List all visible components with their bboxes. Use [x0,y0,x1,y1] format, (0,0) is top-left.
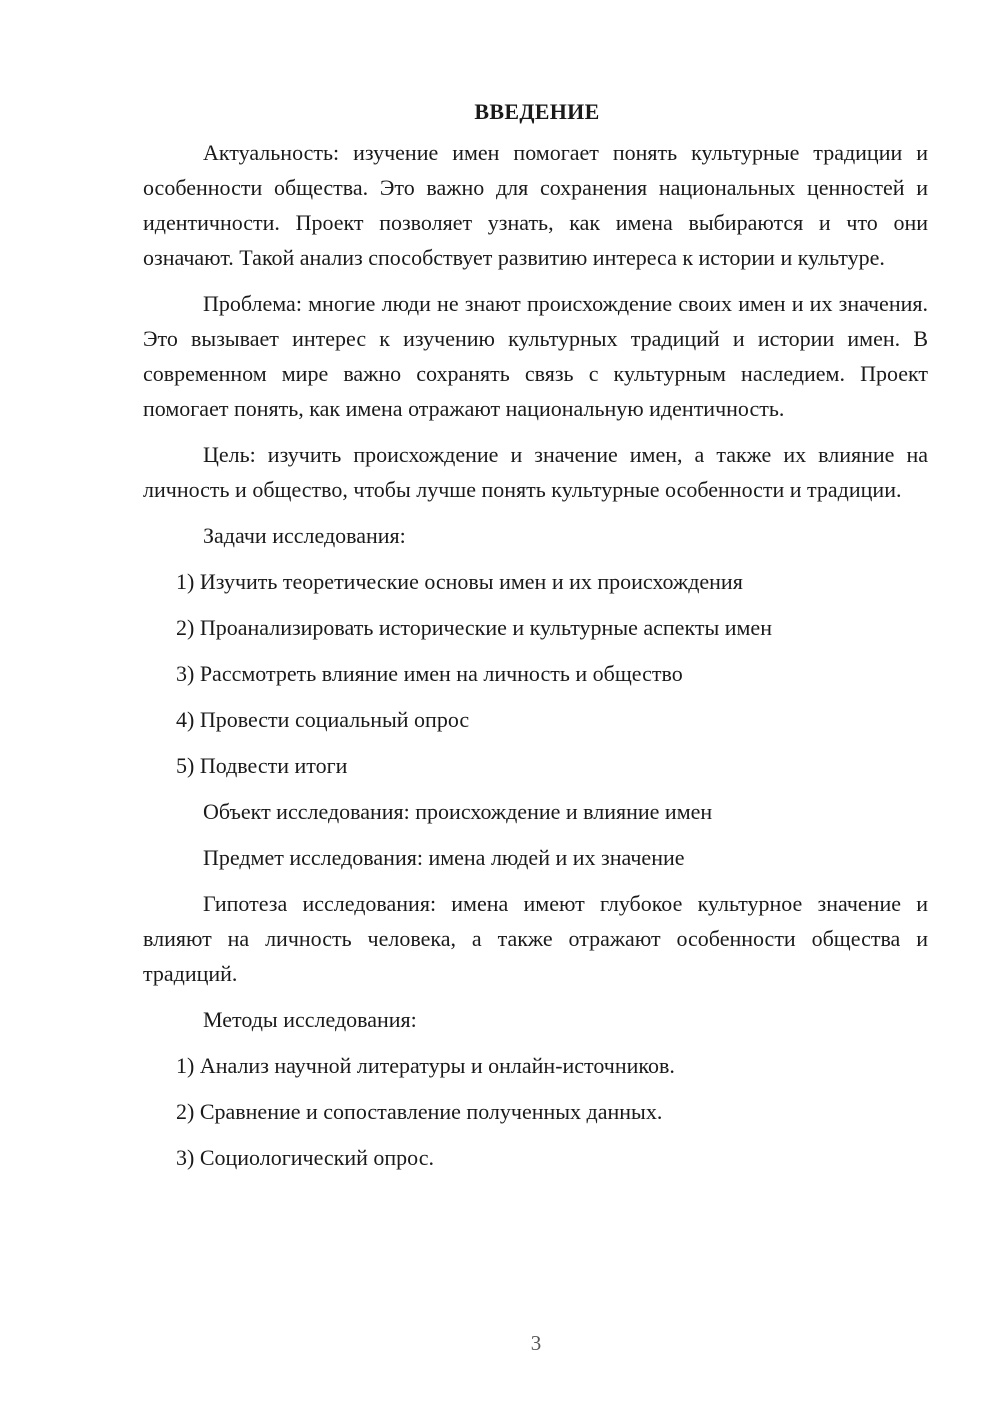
object-line: Объект исследования: происхождение и влияние имен [203,799,713,824]
subject-line: Предмет исследования: имена людей и их значение [203,845,685,870]
document-page [143,94,928,1186]
goal-paragraph: Цель: изучить происхождение и значение имен, а также их влияние на личность и общество, чтобы лучше понять культурные особенности и традиции. [143,442,928,502]
problem-paragraph: Проблема: многие люди не знают происхождение своих имен и их значения. Это вызывает интерес к изучению культурных традиций и истории имен. В современном мире важно сохранять связь с культурным наследием. Проект помогает понять, как имена отражают национальную идентичность. [143,291,928,421]
list-item: 1) Изучить теоретические основы имен и их происхождения [176,569,743,594]
page-number: 3 [530,1331,542,1355]
tasks-list [143,564,928,783]
list-item: 3) Рассмотреть влияние имен на личность и общество [176,661,683,686]
list-item: 2) Проанализировать исторические и культурные аспекты имен [176,615,772,640]
list-item: 2) Сравнение и сопоставление полученных данных. [176,1099,663,1124]
list-item: 1) Анализ научной литературы и онлайн-источников. [176,1053,675,1078]
methods-heading: Методы исследования: [203,1007,417,1032]
tasks-heading: Задачи исследования: [203,523,406,548]
list-item: 5) Подвести итоги [176,753,348,778]
methods-list [143,1048,928,1175]
list-item: 4) Провести социальный опрос [176,707,470,732]
list-item: 3) Социологический опрос. [176,1145,434,1170]
hypothesis-paragraph: Гипотеза исследования: имена имеют глубокое культурное значение и влияют на личность человека, а также отражают особенности общества и традиций. [143,891,928,986]
relevance-paragraph: Актуальность: изучение имен помогает понять культурные традиции и особенности общества. Это важно для сохранения национальных ценностей и идентичности. Проект позволяет узнать, как имена выбираются и что они означают. Такой анализ способствует развитию интереса к истории и культуре. [143,140,928,270]
page-title: ВВЕДЕНИЕ [474,99,600,124]
